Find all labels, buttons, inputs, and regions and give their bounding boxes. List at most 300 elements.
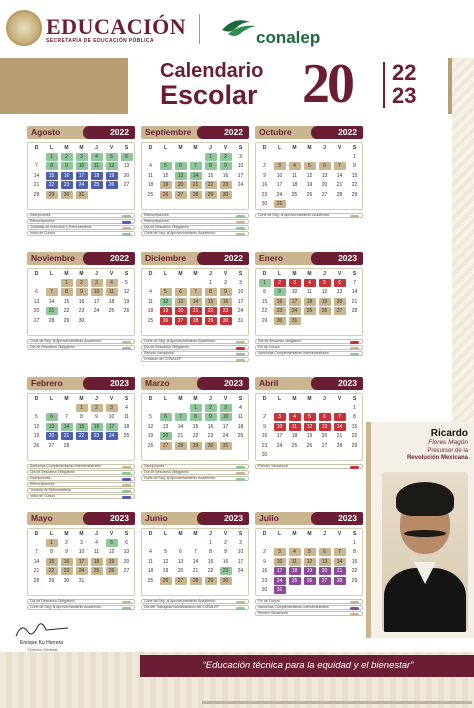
day-cell: 21 <box>192 568 199 575</box>
day-cell: 20 <box>175 181 187 189</box>
month-year: 2023 <box>338 253 357 263</box>
weekday-header: J <box>209 271 212 277</box>
day-cell: 22 <box>63 308 70 315</box>
day-cell: 1 <box>76 404 88 412</box>
weekday-header: M <box>292 271 297 277</box>
day-cell: 23 <box>261 191 268 198</box>
legend-swatch <box>236 353 245 356</box>
day-cell: 9 <box>263 172 266 179</box>
day-cell: 11 <box>147 172 154 179</box>
day-cell: 12 <box>33 423 40 430</box>
day-cell: 17 <box>237 558 244 565</box>
legend-swatch <box>350 601 359 604</box>
day-cell: 1 <box>259 279 271 287</box>
legend-item <box>255 464 363 469</box>
weekday-header: J <box>95 271 98 277</box>
day-cell: 4 <box>95 540 98 546</box>
month-name: Julio <box>259 513 279 523</box>
month-header <box>255 512 363 525</box>
day-cell: 16 <box>261 568 268 575</box>
legend-item <box>255 599 363 604</box>
day-cell: 13 <box>319 558 331 566</box>
legend-label: Periodo Vacacional <box>258 464 288 468</box>
day-cell: 28 <box>336 442 343 449</box>
legend-item <box>27 213 135 218</box>
legend-label: Corte de Seg. al Aprovechamiento Académico <box>144 231 216 235</box>
day-cell: 18 <box>108 298 115 305</box>
day-cell: 5 <box>125 280 128 286</box>
day-cell: 28 <box>336 191 343 198</box>
day-cell: 1 <box>46 153 58 161</box>
day-cell: 12 <box>306 172 313 179</box>
day-cell: 28 <box>190 577 202 585</box>
weekday-header: S <box>124 396 129 402</box>
day-cell: 2 <box>65 540 68 546</box>
day-cell: 27 <box>321 442 328 449</box>
legend-item <box>27 231 135 236</box>
day-cell: 2 <box>224 280 227 286</box>
day-cell: 25 <box>291 191 298 198</box>
day-cell: 28 <box>33 577 40 584</box>
day-cell: 10 <box>76 162 88 170</box>
day-cell: 29 <box>46 191 58 199</box>
legend-item <box>141 599 249 604</box>
day-cell: 17 <box>276 433 283 440</box>
legend-item <box>255 611 363 616</box>
day-cell: 19 <box>147 433 154 440</box>
day-cell: 30 <box>220 191 232 199</box>
day-cell: 24 <box>276 191 283 198</box>
month-name: Octubre <box>259 127 292 137</box>
weekday-header: S <box>238 145 243 151</box>
legend-label: Día de Descanso Obligatorio <box>144 470 189 474</box>
day-cell: 11 <box>106 288 118 296</box>
day-cell: 3 <box>274 548 286 556</box>
day-cell: 11 <box>237 414 244 421</box>
day-cell: 29 <box>351 191 358 198</box>
legend-swatch <box>350 613 359 616</box>
day-cell: 22 <box>261 308 268 315</box>
legend-swatch <box>236 347 245 350</box>
month-header <box>27 252 135 265</box>
day-cell: 15 <box>46 558 58 566</box>
month-year: 2023 <box>224 513 243 523</box>
day-cell: 9 <box>61 162 73 170</box>
legend-swatch <box>236 478 245 481</box>
weekday-header: V <box>109 145 114 151</box>
day-cell: 21 <box>190 307 202 315</box>
day-cell: 29 <box>261 317 268 324</box>
day-cell: 14 <box>190 172 202 180</box>
legend-item <box>27 464 135 469</box>
day-cell: 8 <box>263 289 266 296</box>
day-cell: 28 <box>33 191 40 198</box>
day-cell: 11 <box>147 298 154 305</box>
day-cell: 6 <box>319 413 331 421</box>
weekday-header: L <box>277 531 282 537</box>
day-cell: 5 <box>164 549 167 556</box>
weekday-header: J <box>323 271 326 277</box>
day-cell: 30 <box>61 191 73 199</box>
day-cell: 22 <box>207 568 214 575</box>
day-cell: 19 <box>123 298 130 305</box>
day-cell: 15 <box>351 558 358 565</box>
day-cell: 5 <box>160 162 172 170</box>
legend-item <box>255 213 363 218</box>
weekday-header: L <box>163 145 168 151</box>
day-cell: 2 <box>220 153 232 161</box>
month-grid <box>255 142 363 210</box>
weekday-header: V <box>109 396 114 402</box>
legend-label: Reinscripciones <box>144 213 169 217</box>
weekday-header: L <box>277 145 282 151</box>
legend-swatch <box>122 215 131 218</box>
month-header <box>141 512 249 525</box>
day-cell: 7 <box>65 414 68 421</box>
legend-swatch <box>122 478 131 481</box>
weekday-header: V <box>223 145 228 151</box>
day-cell: 9 <box>65 549 68 556</box>
weekday-header: S <box>238 271 243 277</box>
day-cell: 8 <box>205 162 217 170</box>
day-cell: 15 <box>351 172 358 179</box>
day-cell: 23 <box>220 307 232 315</box>
weekday-header: M <box>193 145 198 151</box>
day-cell: 18 <box>147 308 154 315</box>
day-cell: 9 <box>205 413 217 421</box>
day-cell: 11 <box>289 558 301 566</box>
month-name: Marzo <box>145 378 170 388</box>
day-cell: 12 <box>321 289 328 296</box>
day-cell: 18 <box>237 423 244 430</box>
day-cell: 25 <box>289 577 301 585</box>
day-cell: 8 <box>353 414 356 421</box>
legend-item <box>141 470 249 475</box>
day-cell: 8 <box>46 162 58 170</box>
day-cell: 10 <box>237 549 244 556</box>
legend-swatch <box>236 221 245 224</box>
day-cell: 24 <box>289 307 301 315</box>
day-cell: 13 <box>123 163 130 170</box>
day-cell: 8 <box>80 414 83 421</box>
day-cell: 30 <box>274 317 286 325</box>
month-year: 2023 <box>224 378 243 388</box>
day-cell: 11 <box>91 162 103 170</box>
day-cell: 12 <box>304 423 316 431</box>
weekday-header: D <box>262 396 267 402</box>
weekday-header: J <box>323 145 326 151</box>
day-cell: 11 <box>123 414 130 421</box>
weekday-header: J <box>323 396 326 402</box>
brand-educacion: EDUCACIÓN <box>46 14 187 39</box>
day-cell: 14 <box>33 172 40 179</box>
weekday-header: M <box>178 271 183 277</box>
day-cell: 21 <box>334 567 346 575</box>
day-cell: 5 <box>304 162 316 170</box>
legend-swatch <box>350 341 359 344</box>
day-cell: 6 <box>179 549 182 556</box>
day-cell: 14 <box>192 558 199 565</box>
portrait-hair <box>396 482 454 516</box>
weekday-header: M <box>307 531 312 537</box>
day-cell: 4 <box>304 279 316 287</box>
day-cell: 17 <box>237 298 244 305</box>
day-cell: 4 <box>289 162 301 170</box>
day-cell: 13 <box>162 423 169 430</box>
day-cell: 26 <box>160 191 172 199</box>
weekday-header: L <box>163 271 168 277</box>
day-cell: 30 <box>220 317 232 325</box>
legend-label: Día de Descanso Obligatorio <box>144 225 189 229</box>
day-cell: 14 <box>351 289 358 296</box>
day-cell: 25 <box>147 577 154 584</box>
day-cell: 3 <box>106 404 118 412</box>
month-grid <box>27 393 135 461</box>
day-cell: 9 <box>263 423 266 430</box>
weekday-header: D <box>34 396 39 402</box>
legend-item <box>27 605 135 610</box>
day-cell: 19 <box>306 433 313 440</box>
day-cell: 22 <box>46 567 58 575</box>
day-cell: 21 <box>351 298 358 305</box>
weekday-header: D <box>34 531 39 537</box>
day-cell: 3 <box>91 279 103 287</box>
legend-item <box>27 339 135 344</box>
day-cell: 23 <box>220 181 232 189</box>
day-cell: 22 <box>46 181 58 189</box>
day-cell: 17 <box>276 182 283 189</box>
month-grid <box>141 268 249 336</box>
title-year-divider <box>383 62 385 108</box>
day-cell: 4 <box>106 279 118 287</box>
day-cell: 4 <box>125 405 128 411</box>
weekday-header: S <box>352 271 357 277</box>
day-cell: 16 <box>61 172 73 180</box>
legend-swatch <box>350 607 359 610</box>
day-cell: 13 <box>33 298 40 305</box>
legend-label: Día de Descanso Obligatorio <box>30 345 75 349</box>
day-cell: 17 <box>237 172 244 179</box>
legend-item <box>27 470 135 475</box>
day-cell: 2 <box>76 279 88 287</box>
month-year: 2022 <box>110 127 129 137</box>
day-cell: 22 <box>192 433 199 440</box>
day-cell: 14 <box>190 298 202 306</box>
legend-item <box>141 231 249 236</box>
day-cell: 12 <box>147 423 154 430</box>
day-cell: 18 <box>304 298 316 306</box>
weekday-header: M <box>292 396 297 402</box>
day-cell: 22 <box>76 432 88 440</box>
month-year: 2023 <box>110 378 129 388</box>
weekday-header: M <box>178 531 183 537</box>
month-name: Abril <box>259 378 279 388</box>
day-cell: 14 <box>334 558 346 566</box>
day-cell: 23 <box>220 567 232 575</box>
day-cell: 28 <box>190 317 202 325</box>
day-cell: 7 <box>175 413 187 421</box>
day-cell: 13 <box>46 423 58 431</box>
day-cell: 11 <box>93 549 100 556</box>
month-grid <box>27 268 135 336</box>
day-cell: 7 <box>190 288 202 296</box>
day-cell: 10 <box>91 288 103 296</box>
day-cell: 18 <box>291 182 298 189</box>
day-cell: 8 <box>61 288 73 296</box>
day-cell: 19 <box>106 172 118 180</box>
day-cell: 17 <box>289 298 301 306</box>
legend-label: Inicio de Cursos <box>30 494 56 498</box>
signature-icon <box>12 620 72 640</box>
day-cell: 10 <box>274 558 286 566</box>
day-cell: 9 <box>76 288 88 296</box>
day-cell: 8 <box>353 163 356 170</box>
day-cell: 27 <box>123 568 130 575</box>
legend-label: Inscripciones <box>30 476 51 480</box>
weekday-header: S <box>352 531 357 537</box>
weekday-header: M <box>307 271 312 277</box>
day-cell: 12 <box>108 549 115 556</box>
day-cell: 30 <box>220 577 232 585</box>
legend-item <box>141 225 249 230</box>
day-cell: 31 <box>220 442 232 450</box>
weekday-header: M <box>79 271 84 277</box>
day-cell: 16 <box>222 558 229 565</box>
day-cell: 5 <box>304 548 316 556</box>
portrait-first-name: Ricardo <box>430 428 468 439</box>
legend-label: Día de Descanso Obligatorio <box>30 470 75 474</box>
day-cell: 4 <box>149 549 152 556</box>
month-name: Diciembre <box>145 253 187 263</box>
legend-swatch <box>236 607 245 610</box>
day-cell: 5 <box>149 414 152 421</box>
weekday-header: D <box>34 145 39 151</box>
day-cell: 6 <box>121 153 133 161</box>
day-cell: 25 <box>108 308 115 315</box>
day-cell: 24 <box>276 442 283 449</box>
day-cell: 11 <box>306 289 313 296</box>
day-cell: 5 <box>319 279 331 287</box>
month-grid <box>27 142 135 210</box>
brand-sep: SECRETARÍA DE EDUCACIÓN PÚBLICA <box>46 38 154 44</box>
decorative-side-pattern <box>452 58 474 423</box>
day-cell: 1 <box>46 539 58 547</box>
legend-swatch <box>350 466 359 469</box>
day-cell: 8 <box>50 549 53 556</box>
day-cell: 27 <box>48 442 55 449</box>
day-cell: 19 <box>304 567 316 575</box>
day-cell: 15 <box>207 558 214 565</box>
day-cell: 16 <box>261 182 268 189</box>
day-cell: 28 <box>334 577 346 585</box>
legend-swatch <box>236 341 245 344</box>
day-cell: 24 <box>274 577 286 585</box>
day-cell: 29 <box>205 317 217 325</box>
month-name: Mayo <box>31 513 53 523</box>
day-cell: 31 <box>274 586 286 594</box>
day-cell: 1 <box>190 404 202 412</box>
day-cell: 6 <box>319 548 331 556</box>
legend-label: Fin de Cursos <box>258 599 280 603</box>
weekday-header: M <box>79 531 84 537</box>
day-cell: 20 <box>160 432 172 440</box>
legend-swatch <box>122 466 131 469</box>
day-cell: 23 <box>78 308 85 315</box>
signature-role: Director General <box>28 647 58 652</box>
day-cell: 31 <box>78 577 85 584</box>
month-name: Noviembre <box>31 253 75 263</box>
day-cell: 1 <box>209 540 212 546</box>
day-cell: 26 <box>160 317 172 325</box>
day-cell: 19 <box>160 307 172 315</box>
day-cell: 24 <box>76 181 88 189</box>
day-cell: 3 <box>239 280 242 286</box>
weekday-header: V <box>223 396 228 402</box>
day-cell: 3 <box>274 413 286 421</box>
day-cell: 2 <box>274 279 286 287</box>
legend-label: Creación del CONALEP <box>144 357 182 361</box>
day-cell: 9 <box>220 162 232 170</box>
month-name: Junio <box>145 513 168 523</box>
day-cell: 12 <box>304 558 316 566</box>
day-cell: 2 <box>205 404 217 412</box>
legend-item <box>141 345 249 350</box>
legend-swatch <box>236 233 245 236</box>
conalep-logo-icon <box>220 16 260 38</box>
weekday-header: M <box>178 145 183 151</box>
day-cell: 16 <box>207 423 214 430</box>
legend-swatch <box>122 233 131 236</box>
month-year: 2022 <box>110 253 129 263</box>
legend-label: Día de descanso obligatorio <box>258 339 302 343</box>
day-cell: 6 <box>125 540 128 546</box>
day-cell: 6 <box>319 162 331 170</box>
weekday-header: S <box>352 145 357 151</box>
weekday-header: D <box>262 145 267 151</box>
legend-label: Periodo Vacacional <box>144 351 174 355</box>
day-cell: 3 <box>239 154 242 160</box>
legend-swatch <box>236 215 245 218</box>
day-cell: 6 <box>160 413 172 421</box>
title-year-big: 20 <box>302 53 352 115</box>
legend-item <box>255 345 363 350</box>
government-seal-icon <box>6 10 42 46</box>
day-cell: 22 <box>351 433 358 440</box>
day-cell: 7 <box>353 280 356 286</box>
day-cell: 9 <box>220 288 232 296</box>
legend-label: Corte de Seg. al Aprovechamiento Académico <box>144 476 216 480</box>
legend-swatch <box>122 607 131 610</box>
legend-label: Corte de Seg. al Aprovechamiento Académico <box>30 339 102 343</box>
day-cell: 6 <box>334 279 346 287</box>
weekday-header: S <box>238 396 243 402</box>
day-cell: 3 <box>220 404 232 412</box>
day-cell: 24 <box>76 567 88 575</box>
day-cell: 12 <box>160 298 172 306</box>
day-cell: 7 <box>190 162 202 170</box>
day-cell: 20 <box>33 308 40 315</box>
weekday-header: L <box>49 145 54 151</box>
day-cell: 2 <box>263 163 266 170</box>
month-year: 2023 <box>110 513 129 523</box>
day-cell: 4 <box>91 153 103 161</box>
day-cell: 27 <box>33 317 40 324</box>
legend-label: Jornada de Reforzamiento <box>30 488 72 492</box>
day-cell: 6 <box>175 162 187 170</box>
day-cell: 19 <box>106 558 118 566</box>
day-cell: 3 <box>274 162 286 170</box>
month-header <box>255 252 363 265</box>
